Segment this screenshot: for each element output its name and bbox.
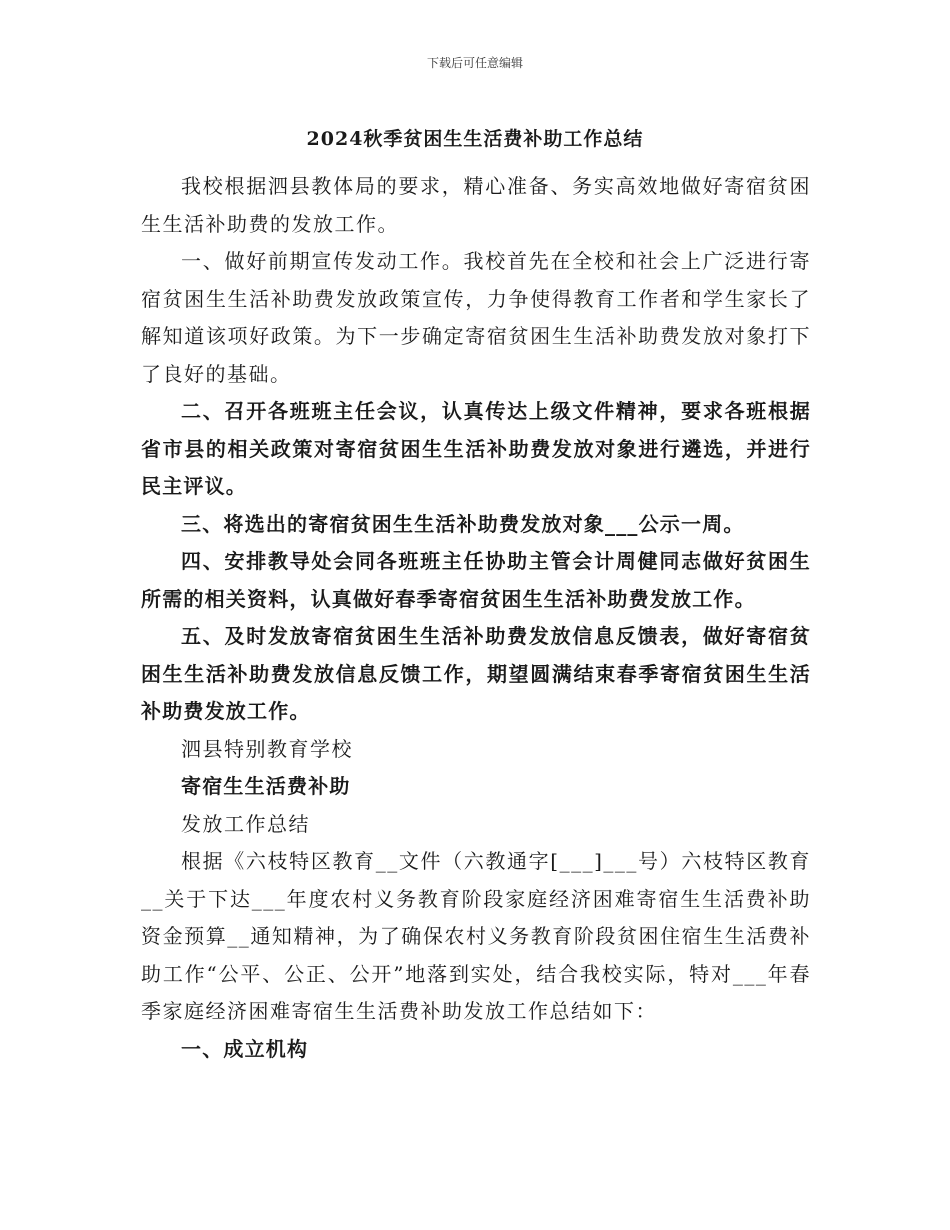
- section-heading-1: 一、成立机构: [181, 1036, 309, 1061]
- paragraph-item-1: 一、做好前期宣传发动工作。我校首先在全校和社会上广泛进行寄宿贫困生生活补助费发放政策宣传，力争使得教育工作者和学生家长了解知道该项好政策。为下一步确定寄宿贫困生生活补助费发放对象打下了良好的基础。: [141, 249, 811, 386]
- subtitle-line-1: 寄宿生生活费补助: [181, 774, 351, 798]
- paragraph-item-4: 四、安排教导处会同各班班主任协助主管会计周健同志做好贫困生所需的相关资料，认真做好春季寄宿贫困生生活补助费发放工作。: [141, 549, 811, 611]
- document-title: 2024秋季贫困生生活费补助工作总结: [306, 128, 644, 150]
- paragraph-item-2: 二、召开各班班主任会议，认真传达上级文件精神，要求各班根据省市县的相关政策对寄宿贫困生生活补助费发放对象进行遴选，并进行民主评议。: [141, 399, 811, 498]
- paragraph-item-3: 三、将选出的寄宿贫困生生活补助费发放对象___公示一周。: [181, 511, 745, 536]
- paragraph-item-5: 五、及时发放寄宿贫困生生活补助费发放信息反馈表，做好寄宿贫困生生活补助费发放信息反馈工作，期望圆满结束春季寄宿贫困生生活补助费发放工作。: [141, 624, 811, 723]
- header-note: 下载后可任意编辑: [426, 56, 523, 70]
- document-body: [141, 168, 811, 1068]
- paragraph-intro: 我校根据泗县教体局的要求，精心准备、务实高效地做好寄宿贫困生生活补助费的发放工作。: [141, 174, 811, 236]
- paragraph-basis: 根据《六枝特区教育__文件（六教通字[___]___号）六枝特区教育__关于下达___年度农村义务教育阶段家庭经济困难寄宿生生活费补助资金预算__通知精神，为了确保农村义务教育阶段贫困住宿生生活费补助工作“公平、公正、公开”地落到实处，结合我校实际，特对___年春季家庭经济困难寄宿生生活费补助发放工作总结如下：: [141, 849, 811, 1023]
- school-name: 泗县特别教育学校: [181, 736, 353, 761]
- subtitle-line-2: 发放工作总结: [181, 811, 310, 836]
